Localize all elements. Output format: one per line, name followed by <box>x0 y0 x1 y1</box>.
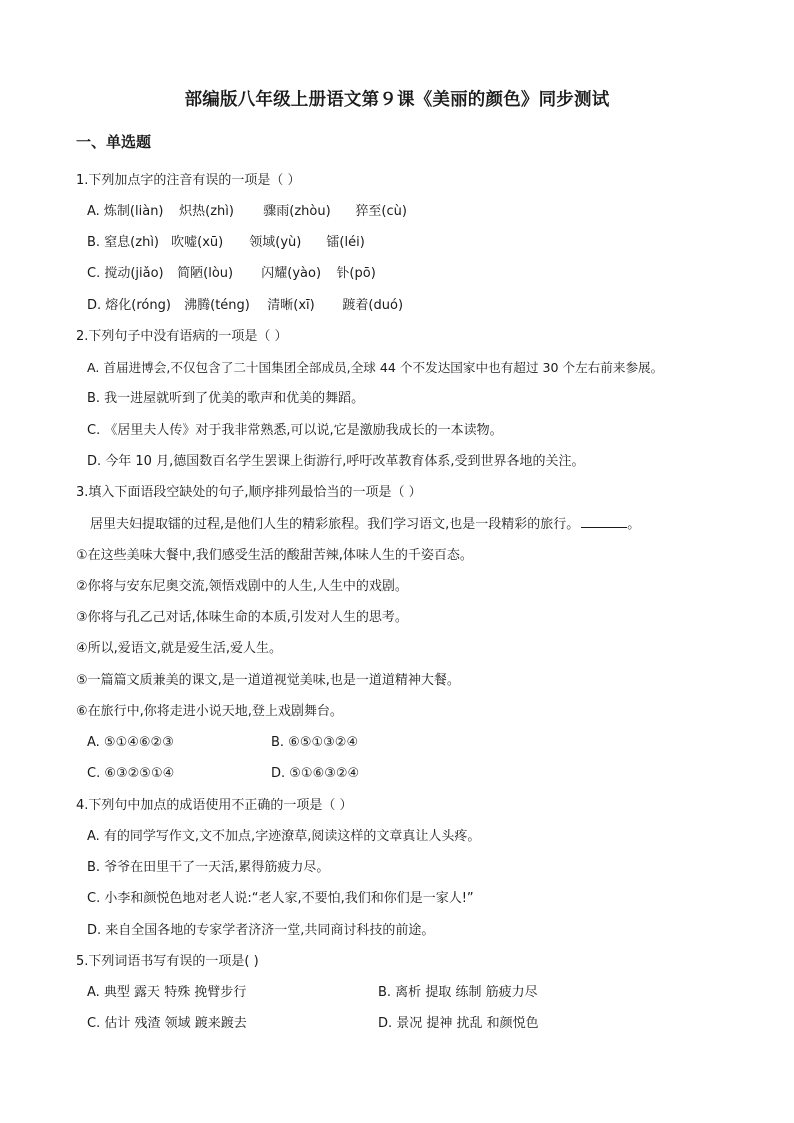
question-1-option-d <box>87 297 403 315</box>
word: 领域(yù) <box>249 235 302 250</box>
word: D. 熔化(róng) <box>87 298 171 313</box>
question-3-option-c: C. ⑥③②⑤①④ <box>87 766 175 781</box>
question-3-passage <box>90 515 640 534</box>
answer-blank <box>581 515 627 528</box>
question-5-option-d: D. 景况 提神 扰乱 和颜悦色 <box>378 1016 539 1031</box>
question-2-option-d: D. 今年 10 月,德国数百名学生罢课上街游行,呼吁改革教育体系,受到世界各地的关注。 <box>87 454 585 469</box>
word: B. 窒息(zhì) <box>87 235 160 250</box>
word: 闪耀(yào) <box>261 266 322 281</box>
sentence-3: ③你将与孔乙己对话,体味生命的本质,引发对人生的思考。 <box>76 610 408 625</box>
question-4-option-c: C. 小李和颜悦色地对老人说:“老人家,不要怕,我们和你们是一家人!” <box>87 891 474 906</box>
question-4-option-a: A. 有的同学写作文,文不加点,字迹潦草,阅读这样的文章真让人头疼。 <box>87 829 481 844</box>
sentence-5: ⑤一篇篇文质兼美的课文,是一道道视觉美味,也是一道道精神大餐。 <box>76 673 460 688</box>
question-2-option-a: A. 首届进博会,不仅包含了二十国集团全部成员,全球 44 个不发达国家中也有超过 30 个左右前来参展。 <box>87 360 664 375</box>
question-2-option-b: B. 我一进屋就听到了优美的歌声和优美的舞蹈。 <box>87 391 365 406</box>
passage-end: 。 <box>627 517 641 532</box>
word: 镭(léi) <box>326 235 365 250</box>
passage-text: 居里夫妇提取镭的过程,是他们人生的精彩旅程。我们学习语文,也是一段精彩的旅行。 <box>90 517 580 532</box>
sentence-6: ⑥在旅行中,你将走进小说天地,登上戏剧舞台。 <box>76 704 343 719</box>
question-3-option-d: D. ⑤①⑥③②④ <box>271 766 360 781</box>
question-3-option-b: B. ⑥⑤①③②④ <box>271 735 359 750</box>
sentence-1: ①在这些美味大餐中,我们感受生活的酸甜苦辣,体味人生的千姿百态。 <box>76 548 473 563</box>
sentence-4: ④所以,爱语文,就是爱生活,爱人生。 <box>76 641 283 656</box>
word: 清晰(xī) <box>267 298 315 313</box>
word: 简陋(lòu) <box>177 266 234 281</box>
question-1-option-b <box>87 234 365 252</box>
word: 猝至(cù) <box>355 204 407 219</box>
question-5-option-b: B. 离析 提取 练制 筋疲力尽 <box>378 985 538 1000</box>
question-2-stem: 2.下列句子中没有语病的一项是（ ） <box>76 329 288 344</box>
word: C. 搅动(jiǎo) <box>87 266 164 281</box>
question-4-stem: 4.下列句中加点的成语使用不正确的一项是（ ） <box>76 798 353 813</box>
question-1-stem: 1.下列加点字的注音有误的一项是（ ） <box>76 173 301 188</box>
question-4-option-d: D. 来自全国各地的专家学者济济一堂,共同商讨科技的前途。 <box>87 923 435 938</box>
question-3-option-a: A. ⑤①④⑥②③ <box>87 735 174 750</box>
question-1-option-a <box>87 203 407 221</box>
document-title: 部编版八年级上册语文第９课《美丽的颜色》同步测试 <box>184 90 610 110</box>
word: 踱着(duó) <box>342 298 404 313</box>
question-1-option-c <box>87 265 376 283</box>
word: A. 炼制(liàn) <box>87 204 164 219</box>
word: 炽热(zhì) <box>179 204 234 219</box>
question-5-option-a: A. 典型 露天 特殊 挽臂步行 <box>87 985 247 1000</box>
sentence-2: ②你将与安东尼奥交流,领悟戏剧中的人生,人生中的戏剧。 <box>76 579 408 594</box>
section-heading: 一、单选题 <box>76 133 152 151</box>
question-2-option-c: C. 《居里夫人传》对于我非常熟悉,可以说,它是激励我成长的一本读物。 <box>87 423 503 438</box>
word: 骤雨(zhòu) <box>263 204 331 219</box>
word: 沸腾(téng) <box>184 298 250 313</box>
question-3-stem: 3.填入下面语段空缺处的句子,顺序排列最恰当的一项是（ ） <box>76 485 422 500</box>
word: 钋(pō) <box>336 266 376 281</box>
question-5-option-c: C. 估计 残渣 领域 踱来踱去 <box>87 1016 247 1031</box>
question-5-stem: 5.下列词语书写有误的一项是( ) <box>76 954 259 969</box>
question-4-option-b: B. 爷爷在田里干了一天活,累得筋疲力尽。 <box>87 860 330 875</box>
word: 吹嘘(xū) <box>171 235 224 250</box>
